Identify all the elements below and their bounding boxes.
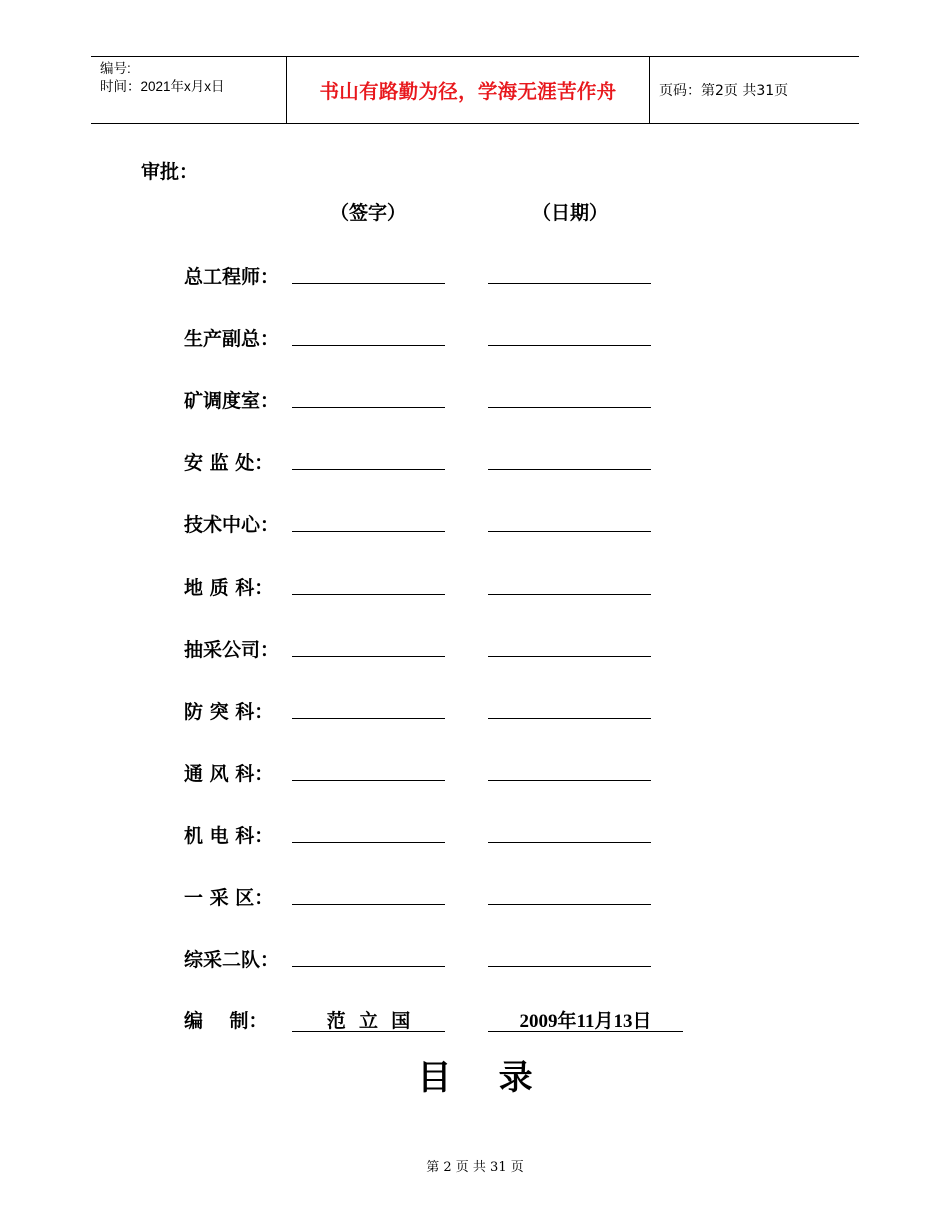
date-line[interactable] (488, 531, 651, 532)
date-line[interactable] (488, 904, 651, 905)
compiler-label: 编 制： (184, 1010, 268, 1032)
signature-line[interactable] (292, 904, 445, 905)
header-meta (100, 60, 225, 96)
signature-line[interactable] (292, 842, 445, 843)
signature-column-header: （签字） (330, 202, 407, 224)
date-line[interactable] (488, 469, 651, 470)
header-motto: 书山有路勤为径，学海无涯苦作舟 (319, 80, 617, 103)
approval-row-label: 总工程师： (184, 266, 280, 288)
signature-line[interactable] (292, 718, 445, 719)
approval-row-label: 生产副总： (184, 328, 280, 350)
signature-line[interactable] (292, 594, 445, 595)
toc-title: 目 录 (417, 1058, 533, 1098)
compile-date: 2009年11月13日 (488, 1006, 683, 1032)
date-line[interactable] (488, 842, 651, 843)
date-column-header: （日期） (532, 202, 609, 224)
signature-line[interactable] (292, 966, 445, 967)
compiler-row (184, 1006, 704, 1036)
signature-line[interactable] (292, 283, 445, 284)
date-line[interactable] (488, 407, 651, 408)
date-line[interactable] (488, 780, 651, 781)
approval-row-label: 矿调度室： (184, 390, 280, 412)
signature-line[interactable] (292, 656, 445, 657)
date-line[interactable] (488, 656, 651, 657)
approval-row-label: 机 电 科： (184, 825, 274, 847)
signature-line[interactable] (292, 780, 445, 781)
signature-line[interactable] (292, 531, 445, 532)
approval-title: 审批： (141, 161, 199, 183)
page-header (91, 56, 859, 124)
signature-line[interactable] (292, 407, 445, 408)
compiler-name: 范 立 国 (292, 1006, 445, 1032)
date-line[interactable] (488, 345, 651, 346)
approval-row-label: 安 监 处： (184, 452, 274, 474)
document-number-label: 编号: (100, 61, 131, 76)
approval-row-label: 技术中心： (184, 514, 280, 536)
approval-row-label: 防 突 科： (184, 701, 274, 723)
date-line[interactable] (488, 966, 651, 967)
approval-row-label: 通 风 科： (184, 763, 274, 785)
date-line[interactable] (488, 594, 651, 595)
signature-line[interactable] (292, 345, 445, 346)
document-time-label: 时间：2021年x月x日 (100, 79, 225, 94)
header-divider (649, 57, 650, 123)
signature-line[interactable] (292, 469, 445, 470)
approval-row-label: 地 质 科： (184, 577, 274, 599)
page-footer: 第 2 页 共 31 页 (426, 1160, 524, 1175)
approval-row-label: 综采二队： (184, 949, 280, 971)
date-line[interactable] (488, 718, 651, 719)
approval-row-label: 抽采公司： (184, 639, 280, 661)
header-page-info: 页码：第2页 共31页 (659, 83, 789, 99)
date-line[interactable] (488, 283, 651, 284)
approval-row-label: 一 采 区： (184, 887, 274, 909)
